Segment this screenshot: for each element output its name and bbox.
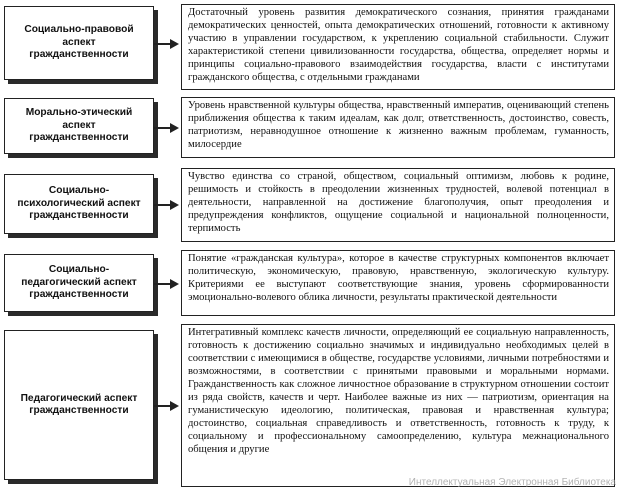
description-box-pedagogical xyxy=(181,324,615,487)
description-pedagogical: Интегративный комплекс качеств личности, определяющий ее социальную направленность, готовность к достижению социально значимых и индивидуально необходимых целей в соответствии с имеющимися в обществе, государстве условиями, личными потребностями и возможностями, в соответствии с принятыми правовыми и моральными нормами. Гражданственность как сложное личностное образование в структурном отношении состоит из ряда свойств, качеств и черт. Наиболее важные из них — патриотизм, ориентация на гуманистическую идеологию, политическая, правовая и нравственная культура; достоинство, социальная справедливость и ответственность, готовность к труду, к социальному и профессиональному самоопределению, культура межнационального общения и другие xyxy=(188,327,609,455)
description-box-social-legal xyxy=(181,4,615,90)
label-social-psychological: Социально- психологический аспект гражданственности xyxy=(17,185,141,222)
label-box-social-psychological xyxy=(4,174,154,234)
description-social-pedagogical: Понятие «гражданская культура», которое в качестве структурных компонентов включает политическую, экономическую, правовую, нравственную, экологическую культуру. Критериями ее выступают соответствующие знания, уровень сформированности эмоционально-волевого облика личности, результаты практической деятельности xyxy=(188,253,609,303)
label-box-social-legal xyxy=(4,6,154,80)
description-box-social-psychological xyxy=(181,168,615,242)
description-social-legal: Достаточный уровень развития демократического сознания, принятия гражданами демократических ценностей, опыта демократических отношений, готовности к активному участию в управлении государством, к укреплению социальной стабильности. Служит характеристикой степени цивилизованности государства, общества, определяет нормы и принципы социально-правового взаимодействия государства, власти с институтами гражданского общества, с отдельными гражданами xyxy=(188,7,609,83)
label-moral-ethical: Морально-этический аспект гражданственности xyxy=(25,107,133,144)
watermark: Интеллектуальная Электронная Библиотека xyxy=(408,477,616,488)
label-box-pedagogical xyxy=(4,330,154,480)
description-moral-ethical: Уровень нравственной культуры общества, нравственный императив, оценивающий степень приближения общества к таким идеалам, как долг, ответственность, достоинство, совесть, патриотизм, неравнодушное отношение к жизненно важным проблемам, гуманность, милосердие xyxy=(188,100,609,150)
description-box-social-pedagogical xyxy=(181,250,615,316)
label-box-moral-ethical xyxy=(4,98,154,154)
label-social-pedagogical: Социально- педагогический аспект гражданственности xyxy=(21,264,137,301)
label-pedagogical: Педагогический аспект гражданственности xyxy=(20,392,138,416)
label-box-social-pedagogical xyxy=(4,254,154,312)
label-social-legal: Социально-правовой аспект гражданственности xyxy=(24,24,134,61)
description-social-psychological: Чувство единства со страной, обществом, социальный оптимизм, любовь к родине, решимость и стойкость в преодолении жизненных трудностей, волевой потенциал в деятельности, направленной на достижение благополучия, опыт преодоления и предупреждения конфликтов, ощущение социальной и национальной полноценности, терпимость xyxy=(188,171,609,234)
description-box-moral-ethical xyxy=(181,97,615,158)
